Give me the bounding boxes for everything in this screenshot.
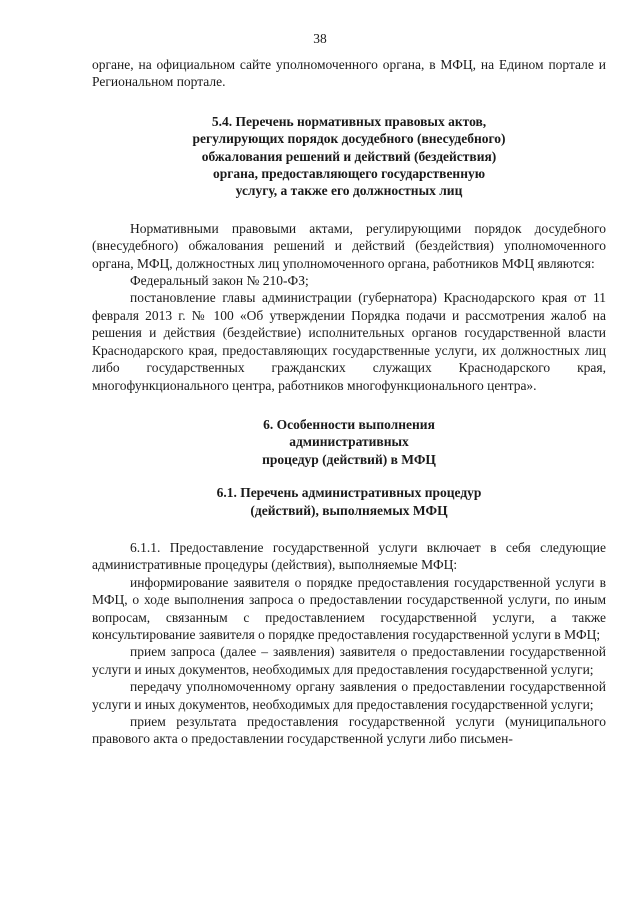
section-6-1-paragraph: прием результата предоставления государственной услуги (муниципального правового акта о предоставлении государственной услуги либо письмен-: [92, 714, 606, 747]
heading-line: обжалования решений и действий (бездействия): [201, 148, 497, 164]
heading-line: 5.4. Перечень нормативных правовых актов,: [211, 113, 487, 129]
section-6-1-heading: [92, 484, 606, 519]
section-5-4-paragraph: Нормативными правовыми актами, регулирующими порядок досудебного (внесудебного) обжалования решений и действий (бездействия) уполномоченного органа, МФЦ, должностных лиц уполномоченного органа, работников МФЦ являются:: [92, 220, 606, 271]
intro-paragraph: органе, на официальном сайте уполномоченного органа, в МФЦ, на Едином портале и Региональном портале.: [92, 57, 606, 90]
heading-line: 6. Особенности выполнения: [263, 416, 435, 432]
section-6-1-paragraph: 6.1.1. Предоставление государственной услуги включает в себя следующие административные процедуры (действия), выполняемые МФЦ:: [92, 539, 606, 573]
section-6-heading: [92, 416, 606, 468]
heading-line: процедур (действий) в МФЦ: [262, 451, 436, 467]
heading-line: 6.1. Перечень административных процедур: [216, 485, 482, 501]
section-5-4-heading: [92, 113, 606, 200]
section-6-1-paragraph: прием запроса (далее – заявления) заявителя о предоставлении государственной услуги и иных документов, необходимых для предоставления государственной услуги;: [92, 644, 606, 677]
section-6-1-paragraph: передачу уполномоченному органу заявления о предоставлении государственной услуги и иных документов, необходимых для предоставления государственной услуги;: [92, 679, 606, 712]
heading-line: (действий), выполняемых МФЦ: [250, 502, 448, 518]
section-5-4-paragraph: постановление главы администрации (губернатора) Краснодарского края от 11 февраля 2013 г. № 100 «Об утверждении Порядка подачи и рассмотрения жалоб на решения и действия (бездействие) исполнительных органов государственной власти Краснодарского края, предоставляющих государственные услуги, их должностных лиц либо государственных гражданских служащих Краснодарского края, многофункционального центра, работников многофункционального центра».: [92, 290, 606, 393]
section-6-1-paragraph: информирование заявителя о порядке предоставления государственной услуги в МФЦ, о ходе выполнения запроса о предоставлении государственной услуги, по иным вопросам, связанным с предоставлением государственной услуги, а также консультирование заявителя о порядке предоставления государственной услуги в МФЦ;: [92, 574, 606, 642]
heading-line: административных: [289, 434, 409, 450]
heading-line: регулирующих порядок досудебного (внесудебного): [192, 131, 506, 147]
heading-line: органа, предоставляющего государственную: [212, 166, 486, 182]
section-5-4-paragraph: Федеральный закон № 210-ФЗ;: [130, 273, 309, 289]
heading-line: услугу, а также его должностных лиц: [235, 183, 463, 199]
document-body: [92, 56, 606, 748]
page-number: 38: [313, 31, 327, 46]
